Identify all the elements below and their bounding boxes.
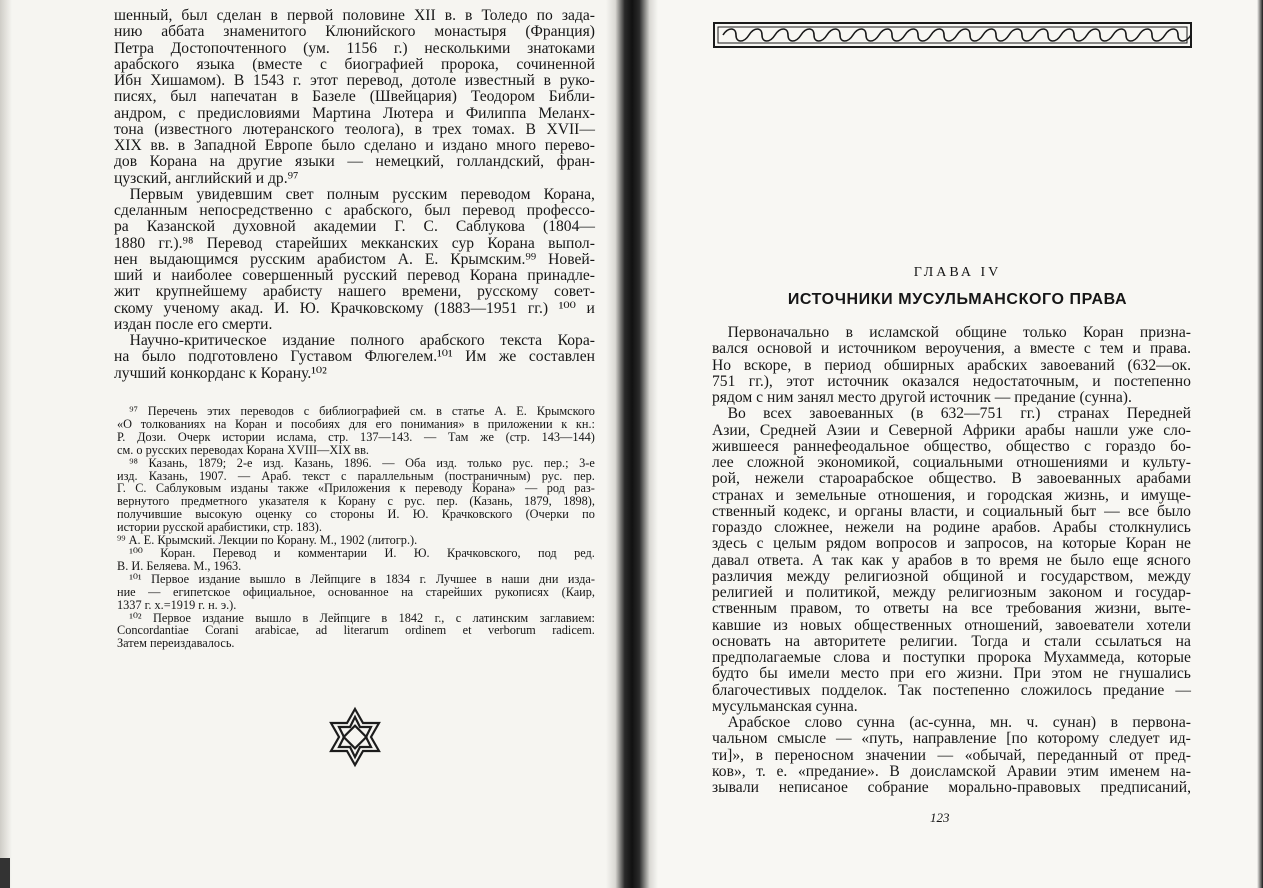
text-line: см. о русских переводах Корана XVIII—XIX вв. bbox=[117, 442, 369, 457]
text-line: рой, нежели староарабское общество. В завоеванных арабами bbox=[712, 470, 1191, 488]
text-line: получившие высокую оценку со стороны И. Ю. Крачковского (Очерки по bbox=[117, 507, 595, 522]
text-line: Р. Дози. Очерк истории ислама, стр. 137—143. — Там же (стр. 143—144) bbox=[117, 429, 595, 444]
text-line: кавшие из новых общественных отношений, завоеватели хотели bbox=[712, 616, 1191, 634]
text-line: андром, с предисловиями Мартина Лютера и Филиппа Меланх- bbox=[114, 104, 595, 122]
text-line: религией и политикой, между религиозным законом и государ- bbox=[712, 584, 1191, 601]
text-line: Но вскоре, в период обширных арабских завоеваний (632—ок. bbox=[712, 356, 1191, 374]
text-line: В. И. Беляева. М., 1963. bbox=[117, 558, 242, 573]
text-line: Научно-критическое издание полного арабского текста Кора- bbox=[114, 332, 595, 349]
text-line: зывали неписаное собрание морально-правовых предписаний, bbox=[712, 779, 1191, 796]
text-line: истории русской арабистики, стр. 183). bbox=[117, 520, 322, 535]
text-line: Concordantiae Corani arabicae, ad literarum ordinem et verborum radicem. bbox=[117, 623, 595, 638]
text-line: ра Казанской духовной академии Г. С. Саблукова (1804— bbox=[114, 218, 595, 236]
left-main-text bbox=[114, 8, 595, 382]
text-line: жит крупнейшему арабисту нашего времени, русскому совет- bbox=[114, 283, 595, 301]
text-line: Г. С. Саблуковым изданы также «Приложения к переводу Корана» — род раз- bbox=[117, 481, 595, 496]
header-ornament-border bbox=[713, 22, 1192, 48]
right-page-edge bbox=[1257, 0, 1263, 888]
text-line: издан после его смерти. bbox=[114, 315, 273, 333]
text-line: ков», т. е. «предание». В доисламской Аравии этим именем на- bbox=[712, 762, 1191, 780]
chapter-label: ГЛАВА IV bbox=[913, 265, 1002, 280]
text-line: Затем переиздавалось. bbox=[117, 636, 235, 651]
text-line: на было подготовлено Густавом Флюгелем.¹⁰¹ Им же составлен bbox=[114, 348, 595, 366]
text-line: давал ответа. А так как у арабов в то время не было еще ясного bbox=[712, 551, 1191, 569]
text-line: вался основой и источником вероучения, а вместе с тем и права. bbox=[712, 340, 1191, 358]
text-line: Первоначально в исламской общине только Коран призна- bbox=[712, 324, 1191, 341]
text-line: здесь с целым рядом вопросов и запросов, на которые Коран не bbox=[712, 535, 1191, 553]
text-line: жившееся раннефеодальное общество, общество с гораздо бо- bbox=[712, 437, 1191, 455]
left-page-edge bbox=[0, 0, 12, 888]
text-line: шенный, был сделан в первой половине XII в. в Толедо по зада- bbox=[114, 7, 595, 24]
text-line: сделанным непосредственно с арабского, был перевод профессо- bbox=[114, 202, 595, 219]
text-line: мусульманская сунна. bbox=[712, 697, 858, 715]
text-line: лее сложной экономикой, социальными отношениями и культу- bbox=[712, 454, 1191, 471]
text-line: Первым увидевшим свет полным русским переводом Корана, bbox=[114, 185, 595, 203]
text-line: «О толкованиях на Коран и пособиях для его понимания» в приложении к кн.: bbox=[117, 416, 595, 431]
text-line: ⁹⁹ А. Е. Крымский. Лекции по Корану. М., 1902 (литогр.). bbox=[117, 533, 418, 548]
text-line: ственным правом, то ответы на все требования жизни, выте- bbox=[712, 600, 1191, 618]
text-line: основать на авторитете религии. Тогда и стали ссылаться на bbox=[712, 632, 1191, 650]
text-line: ¹⁰¹ Первое издание вышло в Лейпциге в 1834 г. Лучшее в наши дни изда- bbox=[117, 571, 595, 586]
text-line: дов Корана на другие языки — немецкий, голландский, фран- bbox=[114, 153, 595, 171]
text-line: чальном смысле — «путь, направление [по которому следует ид- bbox=[712, 730, 1191, 748]
text-line: писях, был напечатан в Базеле (Швейцария) Теодором Библи- bbox=[114, 88, 595, 106]
text-line: благочестивых подделок. Так постепенно сложилось предание — bbox=[712, 681, 1191, 699]
text-line: будто бы имели место при его жизни. При этом не гнушались bbox=[712, 665, 1191, 683]
text-line: арабского языка (вместе с биографией пророка, сочиненной bbox=[114, 55, 595, 73]
left-footnotes bbox=[117, 405, 595, 650]
chapter-title: ИСТОЧНИКИ МУСУЛЬМАНСКОГО ПРАВА bbox=[787, 291, 1128, 308]
text-line: 1880 гг.).⁹⁸ Перевод старейших мекканских сур Корана выпол- bbox=[114, 234, 595, 252]
text-line: ти]», в переносном значении — «обычай, переданный от пред- bbox=[712, 746, 1191, 764]
text-line: ший и наиболее совершенный русский перевод Корана принадле- bbox=[114, 267, 595, 284]
text-line: рядом с ним занял место другой источник — предание (сунна). bbox=[712, 389, 1132, 406]
text-line: ¹⁰² Первое издание вышло в Лейпциге в 1842 г., с латинским заглавием: bbox=[117, 610, 595, 625]
text-line: Арабское слово сунна (ас-сунна, мн. ч. сунан) в первона- bbox=[712, 714, 1191, 731]
page-number: 123 bbox=[930, 810, 950, 825]
text-line: тона (известного лютеранского теолога), в трех томах. В XVII— bbox=[114, 120, 595, 138]
text-line: изд. Казань, 1907. — Араб. текст с параллельным (постраничным) рус. пер. bbox=[117, 468, 595, 483]
text-line: нен выдающимся русским арабистом А. Е. Крымским.⁹⁹ Новей- bbox=[114, 250, 595, 268]
text-line: цузский, английский и др.⁹⁷ bbox=[114, 169, 299, 187]
text-line: вернутого предметного указателя к Корану с рус. пер. (Казань, 1879, 1898), bbox=[117, 494, 595, 509]
text-line: Ибн Хишамом). В 1543 г. этот перевод, дотоле известный в руко- bbox=[114, 72, 595, 89]
text-line: Азии, Средней Азии и Северной Африки арабы нашли уже сло- bbox=[712, 421, 1191, 439]
text-line: ственный кодекс, и органы власти, и социальный быт — все было bbox=[712, 502, 1191, 520]
right-main-text bbox=[712, 325, 1191, 796]
text-line: предполагаемые слова и поступки пророка Мухаммеда, которые bbox=[712, 649, 1191, 666]
text-line: ⁹⁸ Казань, 1879; 2-е изд. Казань, 1896. — Оба изд. только рус. пер.; 3-е bbox=[117, 455, 595, 470]
text-line: различия между религиозной общиной и государством, между bbox=[712, 567, 1191, 585]
star-ornament-icon bbox=[323, 706, 387, 768]
text-line: 1337 г. х.=1919 г. н. э.). bbox=[117, 597, 237, 612]
text-line: лучший конкорданс к Корану.¹⁰² bbox=[114, 364, 327, 382]
text-line: 751 гг.), этот источник оказался недостаточным, и постепенно bbox=[712, 372, 1191, 390]
text-line: скому ученому акад. И. Ю. Крачковскому (1883—1951 гг.) ¹⁰⁰ и bbox=[114, 299, 595, 317]
book-gutter bbox=[606, 0, 658, 888]
text-line: странах и земельные отношения, и городская жизнь, и имуще- bbox=[712, 486, 1191, 504]
text-line: XIX вв. в Западной Европе было сделано и издано много перево- bbox=[114, 137, 595, 154]
text-line: нию аббата знаменитого Клюнийского монастыря (Франция) bbox=[114, 23, 595, 41]
text-line: Во всех завоеванных (в 632—751 гг.) странах Передней bbox=[712, 405, 1191, 423]
text-line: гораздо сложнее, нежели на родине арабов. Арабы столкнулись bbox=[712, 519, 1191, 536]
text-line: ⁹⁷ Перечень этих переводов с библиографией см. в статье А. Е. Крымского bbox=[117, 404, 595, 418]
text-line: Петра Достопочтенного (ум. 1156 г.) несколькими знатоками bbox=[114, 39, 595, 57]
text-line: ¹⁰⁰ Коран. Перевод и комментарии И. Ю. Крачковского, под ред. bbox=[117, 545, 595, 560]
text-line: ние — египетское официальное, основанное на старейших рукописях (Каир, bbox=[117, 584, 595, 599]
